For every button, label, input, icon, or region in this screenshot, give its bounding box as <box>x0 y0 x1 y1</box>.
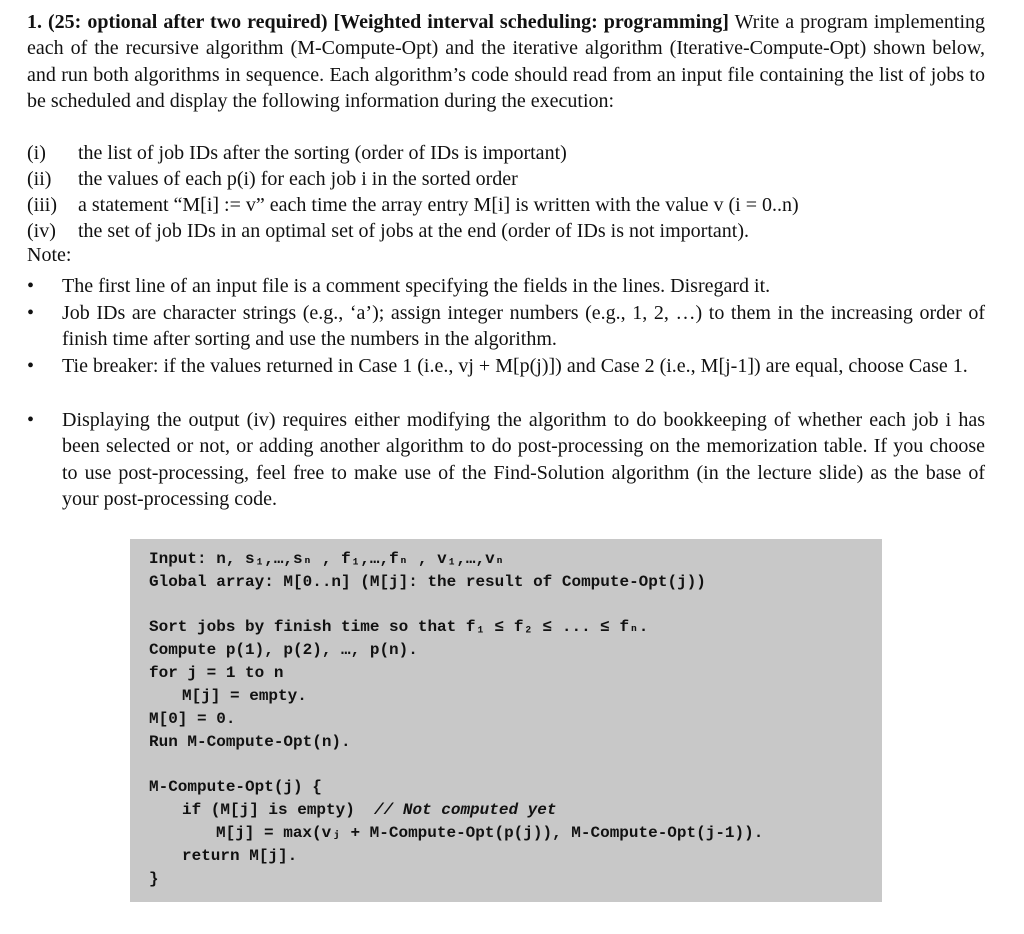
output-text: a statement “M[i] := v” each time the array entry M[i] is written with the value v (i = 0..n) <box>78 194 799 216</box>
code-close: } <box>149 870 159 888</box>
code-sort: Sort jobs by finish time so that f₁ ≤ f₂ ≤ ... ≤ fₙ. <box>149 618 649 636</box>
note-text: Tie breaker: if the values returned in Case 1 (i.e., vj + M[p(j)]) and Case 2 (i.e., M[j-1]) are equal, choose Case 1. <box>62 355 968 377</box>
output-text: the set of job IDs in an optimal set of jobs at the end (order of IDs is not important). <box>78 220 749 242</box>
problem-statement <box>27 9 985 115</box>
output-marker: (i) <box>27 142 46 164</box>
bullet-icon: • <box>27 275 35 297</box>
code-m0: M[0] = 0. <box>149 710 236 728</box>
output-text: the values of each p(i) for each job i in the sorted order <box>78 168 518 190</box>
note-text: Displaying the output (iv) requires either modifying the algorithm to do bookkeeping of whether each job i has been selected or not, or adding another algorithm to do post-processing on the memorization table. If you choose to use post-processing, feel free to make use of the Find-Solution algorithm (in the lecture slide) as the base of your post-processing code. <box>62 409 985 511</box>
bullet-icon: • <box>27 409 35 431</box>
output-marker: (ii) <box>27 168 52 190</box>
output-marker: (iv) <box>27 220 56 242</box>
code-compute-p: Compute p(1), p(2), …, p(n). <box>149 641 418 659</box>
output-marker: (iii) <box>27 194 57 216</box>
pseudocode-box <box>130 539 882 902</box>
bullet-icon: • <box>27 355 35 377</box>
code-assign: M[j] = max(vⱼ + M-Compute-Opt(p(j)), M-Compute-Opt(j-1)). <box>216 824 764 842</box>
problem-intro: Write a program implementing each of the recursive algorithm (M-Compute-Opt) and the iterative algorithm (Iterative-Compute-Opt) shown below, and run both algorithms in sequence. Each algorithm’s code should read from an input file containing the list of jobs to be scheduled and display the following information during the execution: <box>27 11 986 113</box>
note-text: The first line of an input file is a comment specifying the fields in the lines. Disregard it. <box>62 275 771 297</box>
code-input: Input: n, s₁,…,sₙ , f₁,…,fₙ , v₁,…,vₙ <box>149 550 505 568</box>
code-for: for j = 1 to n <box>149 664 284 682</box>
code-if-text: if (M[j] is empty) <box>182 801 355 819</box>
code-func: M-Compute-Opt(j) { <box>149 778 322 796</box>
code-run: Run M-Compute-Opt(n). <box>149 733 351 751</box>
note-text: Job IDs are character strings (e.g., ‘a’); assign integer numbers (e.g., 1, 2, …) to them in the increasing order of finish time after sorting and use the numbers in the algorithm. <box>62 302 985 351</box>
code-comment: // Not computed yet <box>374 801 557 819</box>
output-text: the list of job IDs after the sorting (order of IDs is important) <box>78 142 567 164</box>
note-label: Note: <box>27 244 72 266</box>
code-return: return M[j]. <box>182 847 298 865</box>
code-if <box>182 800 556 820</box>
bullet-icon: • <box>27 302 35 324</box>
code-global: Global array: M[0..n] (M[j]: the result of Compute-Opt(j)) <box>149 573 706 591</box>
code-m-empty: M[j] = empty. <box>182 687 307 705</box>
problem-heading: 1. (25: optional after two required) [Weighted interval scheduling: programming] <box>27 11 729 33</box>
